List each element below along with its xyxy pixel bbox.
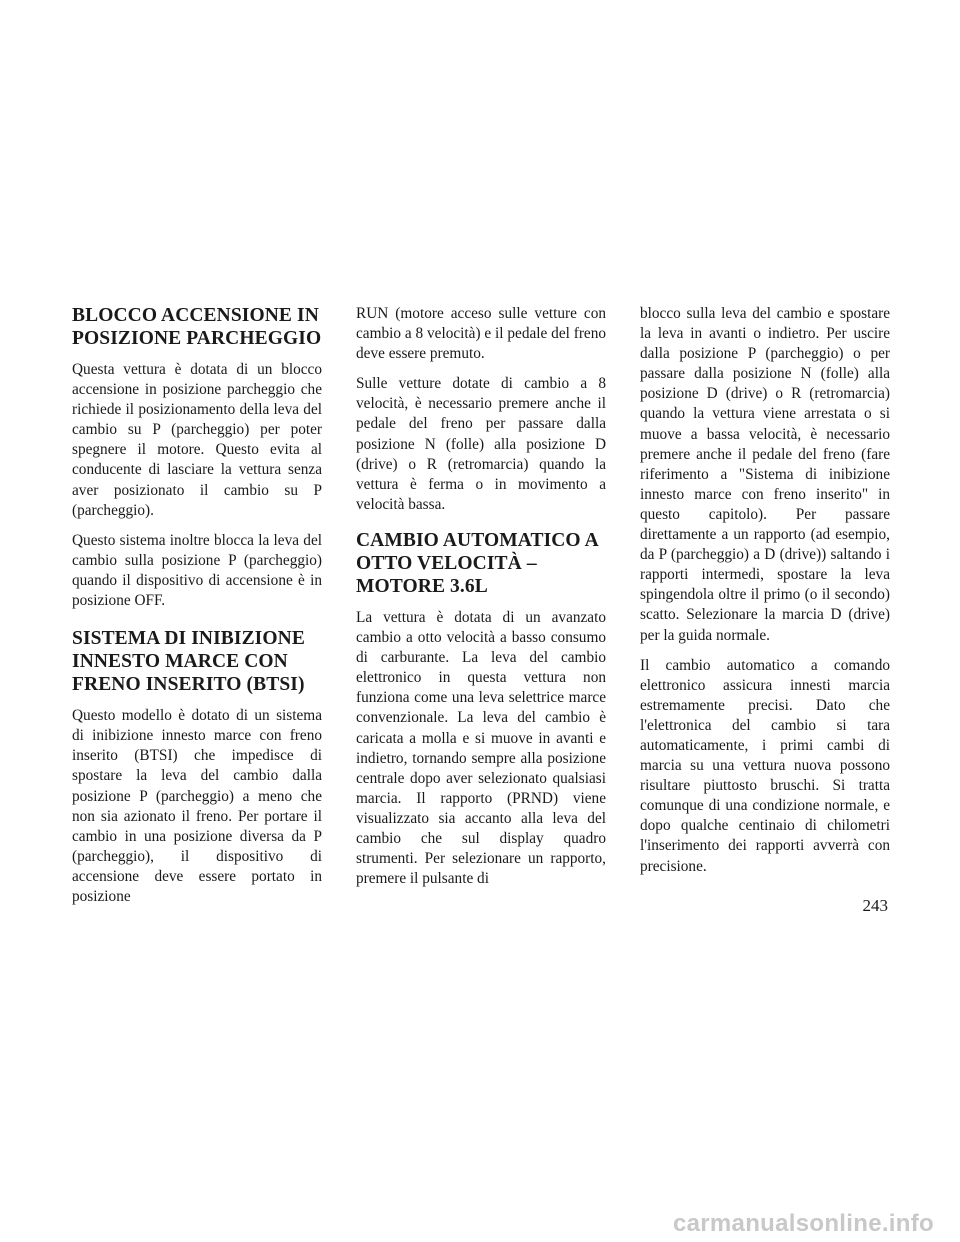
paragraph: Il cambio automatico a comando elettronico assicura innesti marcia estremamente precisi. Dato che l'elettronica del cambio si tara automaticamente, i primi cambi di marcia su una vettura nuova possono risultare piuttosto bruschi. Si tratta comunque di una condizione normale, e dopo qualche centinaio di chilometri l'inserimento dei rapporti avverrà con precisione.	[640, 656, 890, 875]
column-3	[640, 304, 890, 887]
page-number: 243	[862, 896, 888, 915]
watermark: carmanualsonline.info	[672, 1210, 934, 1237]
paragraph: blocco sulla leva del cambio e spostare la leva in avanti o indietro. Per uscire dalla posizione P (parcheggio) o per passare dalla posizione N (folle) alla posizione D (drive) o R (retromarcia) quando la vettura viene arrestata o si muove a bassa velocità, è necessario premere anche il pedale del freno (fare riferimento a "Sistema di inibizione innesto marce con freno inserito" in questo capitolo). Per passare direttamente a un rapporto (ad esempio, da P (parcheggio) a D (drive)) saltando i rapporti intermedi, spostare la leva spingendola oltre il primo (o il secondo) scatto. Selezionare la marcia D (drive) per la guida normale.	[640, 305, 890, 644]
heading-btsi: SISTEMA DI INIBIZIONE INNESTO MARCE CON FRENO INSERITO (BTSI)	[72, 628, 305, 696]
heading-cambio-automatico: CAMBIO AUTOMATICO A OTTO VELOCITÀ – MOTORE 3.6L	[356, 529, 598, 597]
paragraph: Questo sistema inoltre blocca la leva del cambio sulla posizione P (parcheggio) quando il dispositivo di accensione è in posizione OFF.	[72, 531, 322, 610]
paragraph: Questa vettura è dotata di un blocco accensione in posizione parcheggio che richiede il posizionamento della leva del cambio su P (parcheggio) per poter spegnere il motore. Questo evita al conducente di lasciare la vettura senza aver posizionato il cambio su P (parcheggio).	[72, 361, 322, 519]
paragraph: Sulle vetture dotate di cambio a 8 velocità, è necessario premere anche il pedale del freno per passare dalla posizione N (folle) alla posizione D (drive) o R (retromarcia) quando la vettura è ferma o in movimento a velocità bassa.	[356, 375, 606, 513]
column-2	[356, 304, 606, 899]
column-1	[72, 304, 322, 917]
heading-blocco-accensione: BLOCCO ACCENSIONE IN POSIZIONE PARCHEGGIO	[72, 305, 322, 349]
paragraph: La vettura è dotata di un avanzato cambio a otto velocità a basso consumo di carburante. La leva del cambio elettronico in questa vettura non funziona come una leva selettrice marce convenzionale. La leva del cambio è caricata a molla e si muove in avanti e indietro, tornando sempre alla posizione centrale dopo aver selezionato qualsiasi marcia. Il rapporto (PRND) viene visualizzato sia accanto alla leva del cambio che sul display quadro strumenti. Per selezionare un rapporto, premere il pulsante di	[356, 608, 606, 888]
paragraph: Questo modello è dotato di un sistema di inibizione innesto marce con freno inserito (BTSI) che impedisce di spostare la leva del cambio dalla posizione P (parcheggio) a meno che non sia azionato il freno. Per portare il cambio in una posizione diversa da P (parcheggio), il dispositivo di accensione deve essere portato in posizione	[72, 707, 322, 905]
paragraph: RUN (motore acceso sulle vetture con cambio a 8 velocità) e il pedale del freno deve essere premuto.	[356, 305, 606, 363]
page-content	[72, 304, 890, 917]
